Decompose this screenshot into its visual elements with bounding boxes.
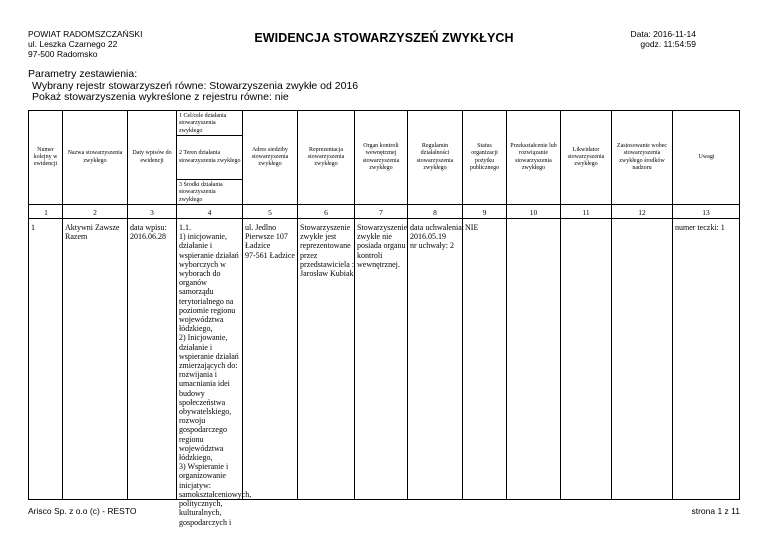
org-city: 97-500 Radomsko bbox=[28, 49, 98, 59]
row-number: 1 bbox=[31, 223, 35, 232]
header-liquidator: Likwidator stowarzyszenia zwykłego bbox=[567, 146, 605, 168]
header-dates: Daty wpisów do ewidencji bbox=[132, 150, 172, 164]
params-line-deleted: Pokaż stowarzyszenia wykreślone z rejestru równe: nie bbox=[32, 91, 289, 103]
column-number: 2 bbox=[93, 208, 97, 217]
col-line bbox=[611, 111, 612, 499]
header-opp-status: Status organizacji pożytku publicznego bbox=[469, 142, 500, 171]
header-goals: 1 Cel/cele działania stowarzyszenia zwykłego bbox=[179, 113, 227, 134]
column-number: 10 bbox=[529, 208, 538, 217]
header-address: Adres siedziby stowarzyszenia zwykłego bbox=[251, 146, 289, 168]
column-number: 8 bbox=[433, 208, 437, 217]
date-block bbox=[630, 29, 696, 49]
column-number: 4 bbox=[207, 208, 212, 217]
number-row-divider bbox=[29, 218, 739, 219]
column-number: 13 bbox=[702, 208, 710, 217]
report-date: Data: 2016-11-14 bbox=[630, 29, 696, 39]
header-means: 3 Środki działania stowarzyszenia zwykłego bbox=[179, 182, 223, 203]
column-number: 7 bbox=[379, 208, 383, 217]
org-name: POWIAT RADOMSZCZAŃSKI bbox=[28, 29, 143, 39]
row-opp-status: NIE bbox=[465, 223, 479, 232]
col-line bbox=[672, 111, 673, 499]
header-supervision: Zastosowanie wobec stowarzyszenia zwykłego środków nadzoru bbox=[616, 142, 668, 171]
header-transformation: Przekształcenie lub rozwiązanie stowarzyszenia zwykłego bbox=[510, 142, 557, 171]
row-goals: 1.1. 1) inicjowanie, działanie i wspieranie działań wyborczych w wyborach do organów samorządu terytorialnego na poziomie regionu województwa łódzkiego, 2) Inicjowanie, działanie i wspieranie działań zmierzających do: rozwijania i umacniania idei budowy społeczeństwa obywatelskiego, rozwoju gospodarczego regionu województwa łódzkiego, 3) Wspieranie i organizowanie inicjatyw: samokształceniowych, politycznych, kulturalnych, gospodarczych i bbox=[179, 223, 252, 527]
col-line bbox=[62, 111, 63, 499]
page-title: EWIDENCJA STOWARZYSZEŃ ZWYKŁYCH bbox=[254, 31, 514, 45]
org-street: ul. Leszka Czarnego 22 bbox=[28, 39, 118, 49]
params-line-register: Wybrany rejestr stowarzyszeń równe: Stowarzyszenia zwykłe od 2016 bbox=[32, 79, 359, 92]
row-dates: data wpisu: 2016.06.28 bbox=[130, 223, 167, 242]
col-line bbox=[297, 111, 298, 499]
footer-software: Arisco Sp. z o.o (c) - RESTO bbox=[28, 506, 137, 516]
col-line bbox=[127, 111, 128, 499]
header-remarks: Uwagi bbox=[698, 153, 715, 160]
column-number: 12 bbox=[638, 208, 646, 217]
column-number: 3 bbox=[150, 208, 154, 217]
col-line bbox=[560, 111, 561, 499]
header-divider bbox=[29, 204, 739, 205]
column-number: 5 bbox=[268, 208, 272, 217]
column-number: 11 bbox=[582, 208, 590, 217]
row-name: Aktywni Zawsze Razem bbox=[65, 223, 120, 242]
params-heading: Parametry zestawienia: bbox=[28, 68, 138, 80]
report-parameters bbox=[28, 69, 358, 104]
header-regulations: Regulamin działalności stowarzyszenia zwykłego bbox=[416, 142, 454, 171]
report-time: godz. 11:54:59 bbox=[640, 39, 696, 49]
col-line bbox=[506, 111, 507, 499]
col-line bbox=[462, 111, 463, 499]
col-line bbox=[242, 111, 243, 499]
col-line bbox=[407, 111, 408, 499]
header-control-organ: Organ kontroli wewnętrznej stowarzyszenia zwykłego bbox=[362, 142, 400, 171]
header-representation: Reprezentacja stowarzyszenia zwykłego bbox=[307, 146, 345, 168]
column-number: 1 bbox=[44, 208, 48, 217]
column-number: 6 bbox=[324, 208, 328, 217]
header-number: Numer kolejny w ewidencji bbox=[33, 146, 58, 168]
header-area: 2 Teren działania stowarzyszenia zwykłego bbox=[179, 150, 241, 164]
row-representation: Stowarzyszenie zwykłe jest reprezentowane przez przedstawiciela : Jarosław Kubiak bbox=[300, 223, 354, 279]
row-remarks: numer teczki: 1 bbox=[675, 223, 725, 232]
page-counter: strona 1 z 11 bbox=[691, 506, 740, 516]
col-line bbox=[354, 111, 355, 499]
c4-divider-bottom bbox=[176, 179, 242, 180]
col-line bbox=[176, 111, 177, 499]
row-regulations: data uchwalenia: 2016.05.19 nr uchwały: 2 bbox=[410, 223, 464, 251]
row-control-organ: Stowarzyszenie zwykłe nie posiada organu kontroli wewnętrznej. bbox=[357, 223, 408, 269]
row-address: ul. Jedlno Pierwsze 107 Ładzice 97-561 Ładzice bbox=[245, 223, 295, 260]
header-name: Nazwa stowarzyszenia zwykłego bbox=[67, 150, 123, 164]
column-number: 9 bbox=[482, 208, 487, 217]
